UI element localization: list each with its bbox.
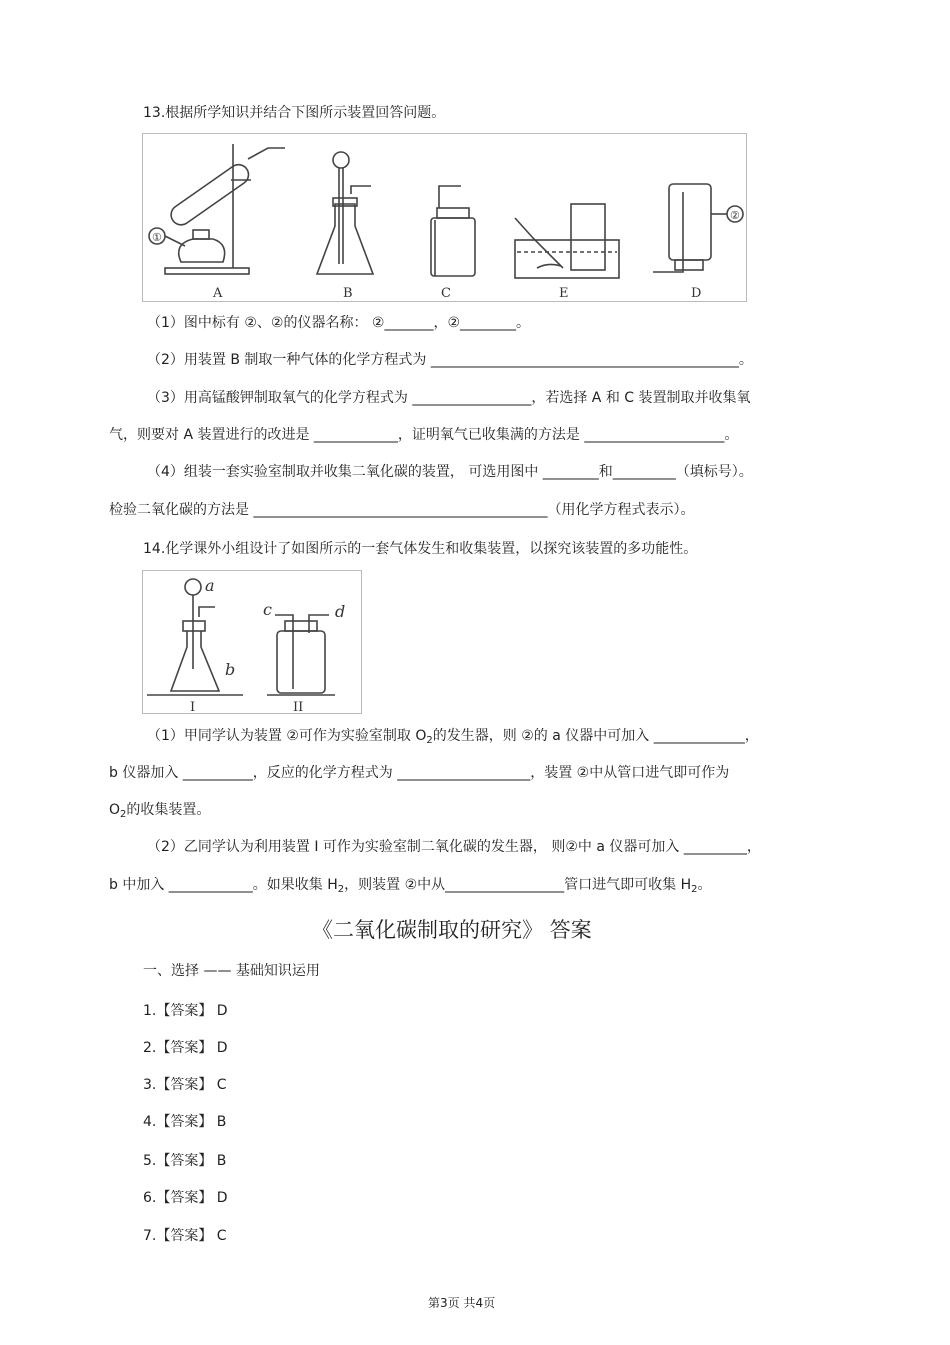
q13-apparatus-figure [142, 133, 747, 302]
q13-part3-line1: （3）用高锰酸钾制取氧气的化学方程式为 _________________，若选择 A 和 C 装置制取并收集氧 [147, 390, 751, 406]
q14-part1-line3 [109, 801, 210, 819]
apparatus-b [317, 152, 373, 274]
q14-stem: 14.化学课外小组设计了如图所示的一套气体发生和收集装置，以探究该装置的多功能性。 [143, 541, 698, 557]
fig-label-a: A [213, 286, 223, 301]
answer-item: 3.【答案】 C [143, 1077, 227, 1093]
q14-p2b-mid: ，则装置 ②中从_________________管口进气即可收集 H [344, 877, 692, 893]
label-b: b [225, 660, 236, 679]
label-c: c [263, 600, 272, 619]
q13-part4-line1: （4）组装一套实验室制取并收集二氧化碳的装置， 可选用图中 ________和_________（填标号）。 [147, 464, 753, 480]
q13-part4-line2: 检验二氧化碳的方法是 __________________________________________（用化学方程式表示）。 [109, 502, 695, 518]
q14-part1-line1 [147, 727, 759, 745]
answers-section: 一、选择 —— 基础知识运用 [143, 963, 320, 979]
q14-apparatus-figure [142, 570, 362, 714]
q14-p1c-pre: O [109, 802, 121, 818]
fig-label-d: D [691, 286, 702, 301]
q14-p1a-pre: （1）甲同学认为装置 ②可作为实验室制取 O [147, 728, 427, 744]
q14-part2-line2 [109, 876, 712, 894]
answer-item: 2.【答案】 D [143, 1040, 228, 1056]
q13-part3-line2: 气，则要对 A 装置进行的改进是 ____________，证明氧气已收集满的方法是 ____________________。 [109, 427, 739, 443]
fig-label-c: C [441, 286, 451, 301]
answer-item: 1.【答案】 D [143, 1003, 228, 1019]
fig-label-e: E [559, 286, 569, 301]
page-footer: 第3页 共4页 [428, 1296, 496, 1310]
q14-p1a-sub: 2 [426, 735, 433, 746]
apparatus-c [431, 186, 475, 276]
label-ii: II [293, 700, 304, 713]
q14-p1c-post: 的收集装置。 [126, 802, 211, 818]
q14-p2b-pre: b 中加入 ____________。如果收集 H [109, 877, 338, 893]
q14-p1c-sub: 2 [120, 809, 127, 820]
apparatus-e [515, 204, 619, 278]
fig-label-b: B [343, 286, 353, 301]
q14-p2b-sub: 2 [337, 884, 345, 895]
q14-part2-line1: （2）乙同学认为利用装置 I 可作为实验室制二氧化碳的发生器， 则②中 a 仪器可加入 _________， [147, 839, 761, 855]
q14-p1a-post: 的发生器，则 ②的 a 仪器中可加入 _____________， [432, 728, 759, 744]
q13-part1: （1）图中标有 ②、②的仪器名称： ②_______，②________。 [147, 315, 531, 331]
circle-label-1: ① [152, 231, 162, 244]
apparatus-a [149, 144, 285, 274]
label-d: d [335, 602, 346, 621]
q14-part1-line2: b 仪器加入 __________，反应的化学方程式为 ___________________，装置 ②中从管口进气即可作为 [109, 765, 730, 781]
label-a: a [205, 576, 215, 595]
q14-p2b-sub2: 2 [691, 884, 698, 895]
answers-title: 《二氧化碳制取的研究》 答案 [312, 918, 592, 942]
answer-item: 6.【答案】 D [143, 1190, 228, 1206]
q13-stem: 13.根据所学知识并结合下图所示装置回答问题。 [143, 105, 446, 121]
circle-label-2: ② [730, 209, 740, 222]
q14-p2b-post: 。 [697, 877, 712, 893]
answer-item: 7.【答案】 C [143, 1228, 227, 1244]
q13-part2: （2）用装置 B 制取一种气体的化学方程式为 ____________________________________________。 [147, 352, 753, 368]
answer-item: 5.【答案】 B [143, 1153, 227, 1169]
apparatus-d [653, 184, 743, 272]
apparatus-ii [267, 615, 335, 695]
answer-item: 4.【答案】 B [143, 1114, 227, 1130]
label-i: I [190, 700, 196, 713]
